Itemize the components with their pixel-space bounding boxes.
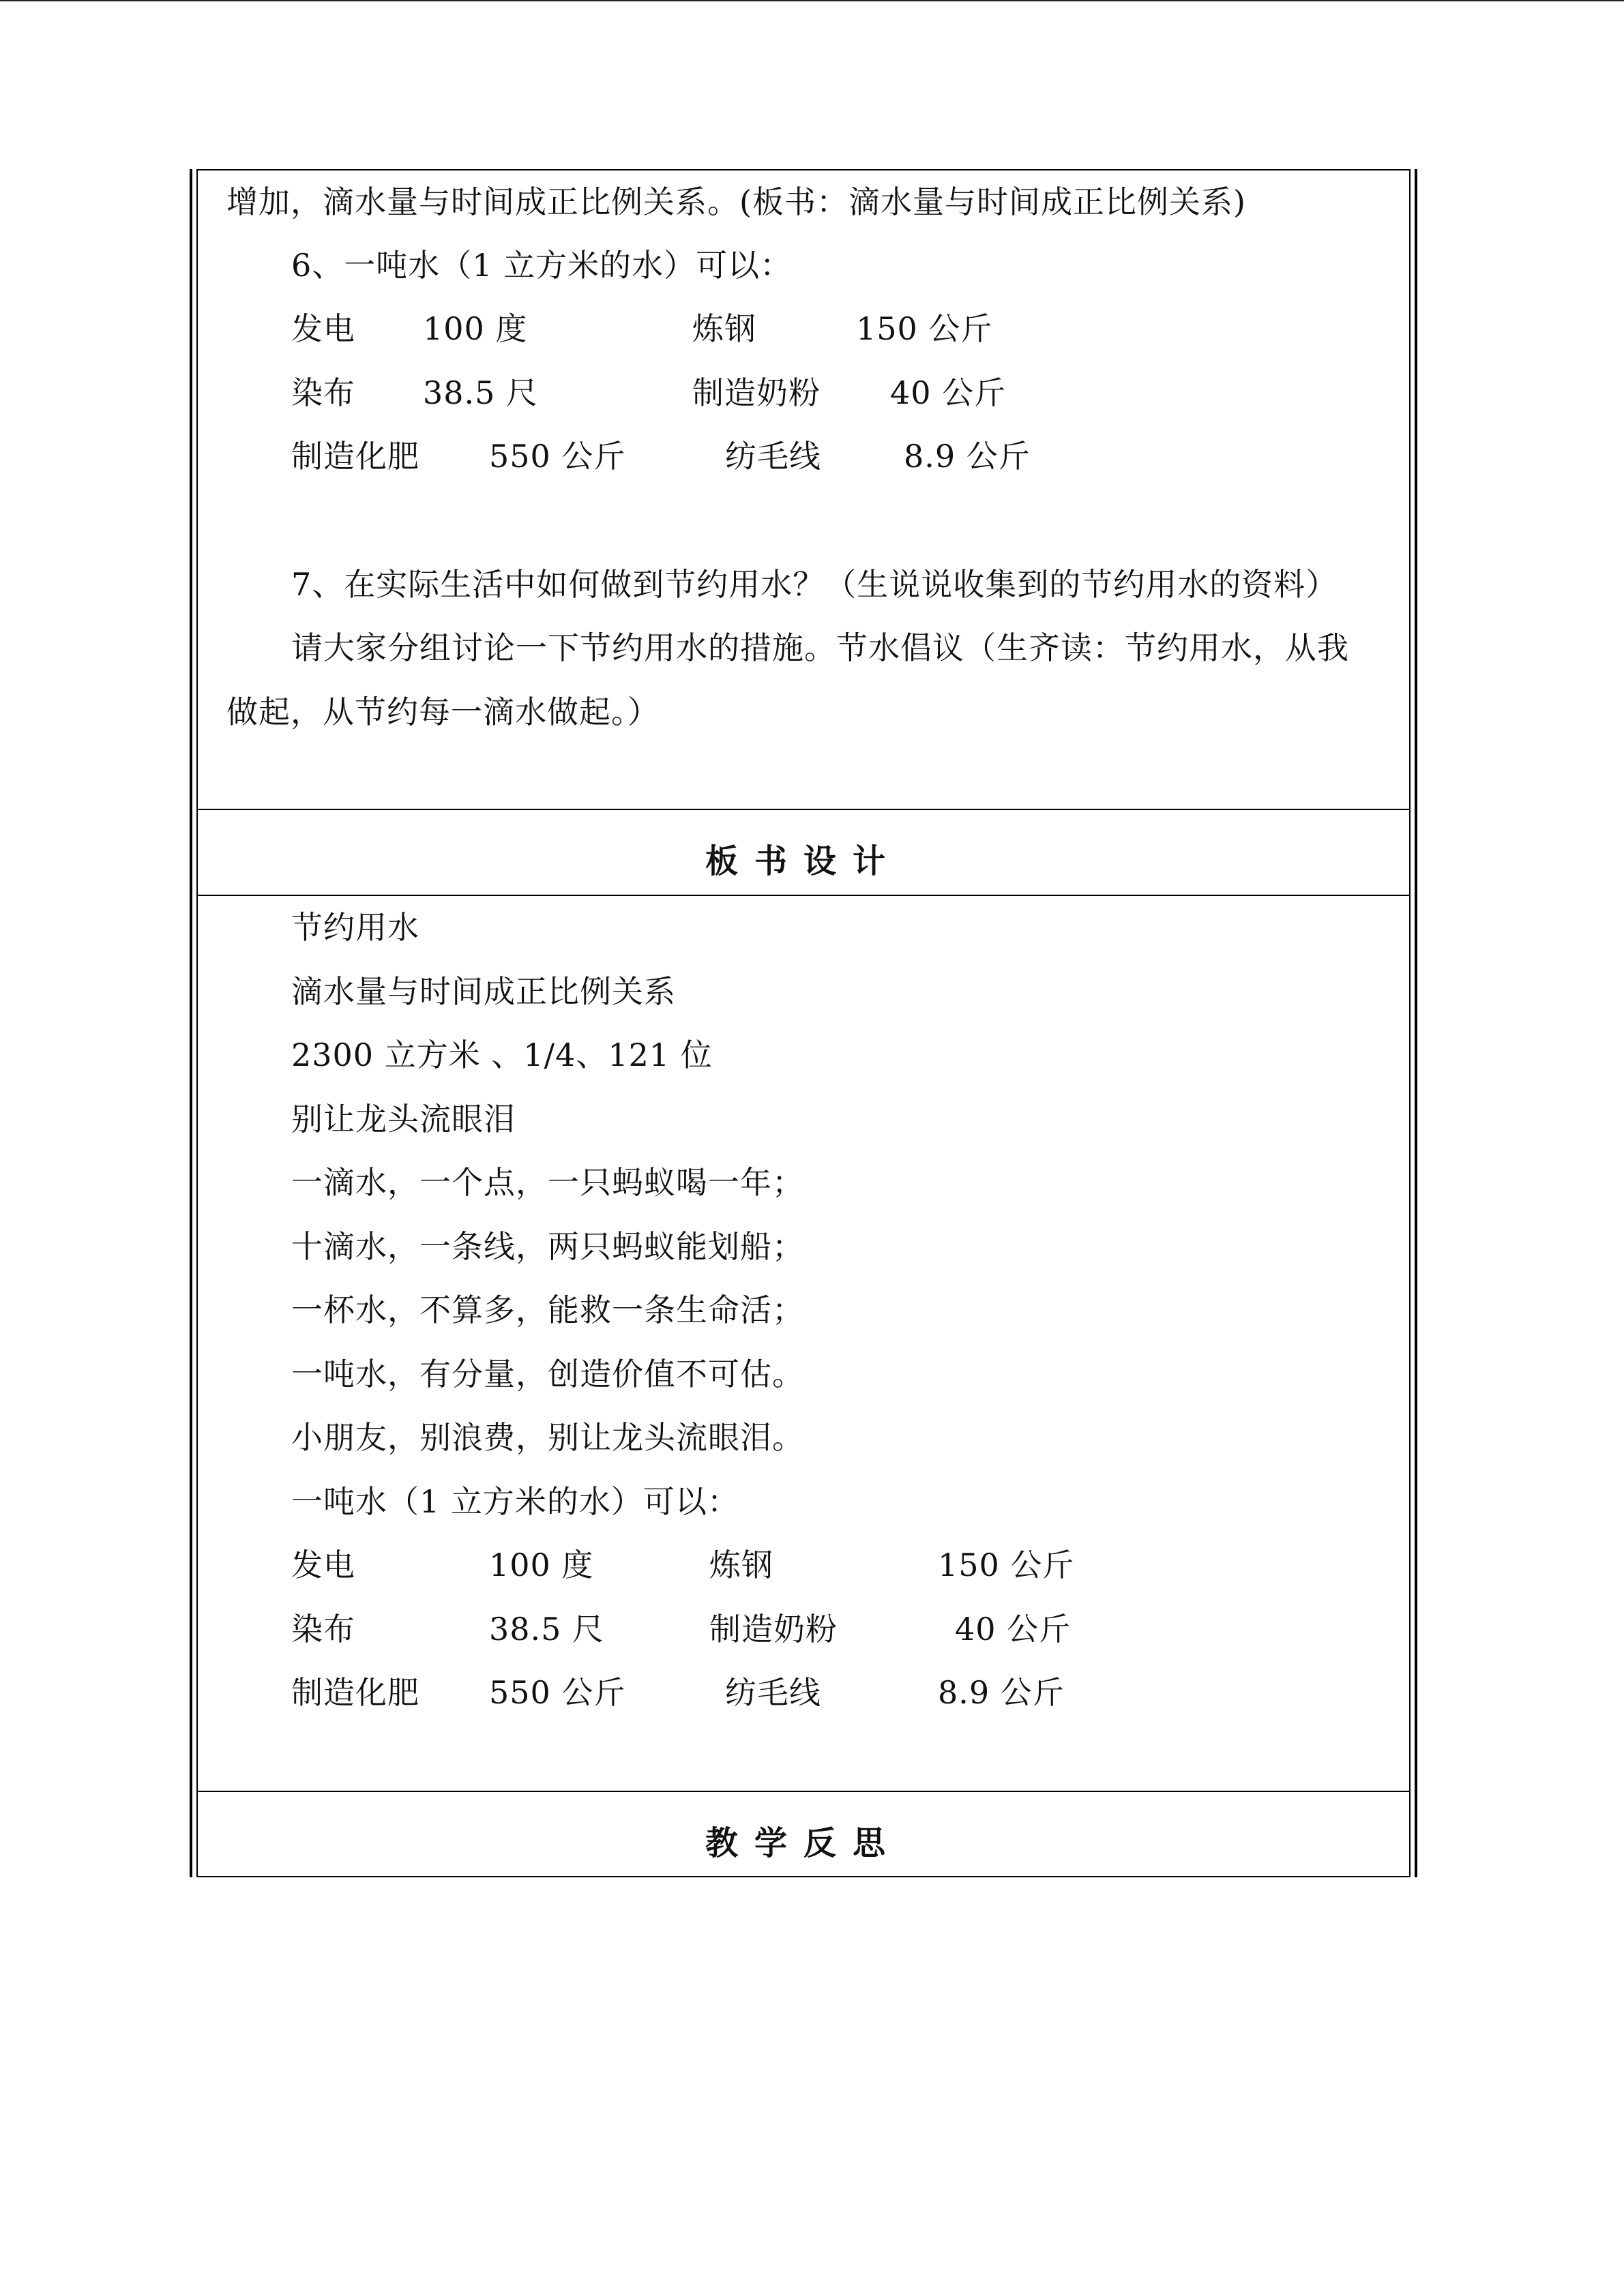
item6-b-label-1: 炼钢: [692, 310, 756, 347]
board-line-3: 2300 立方米 、1/4、121 位: [291, 1037, 713, 1073]
item6-a-label-1: 发电: [291, 310, 355, 347]
item6-a-value-1: 100 度: [423, 310, 528, 347]
board-b-label-1: 炼钢: [709, 1547, 773, 1583]
page-top-edge: [0, 0, 1624, 1]
table-border-right-outer: [1415, 169, 1417, 1877]
board-a-value-2: 38.5 尺: [489, 1611, 605, 1648]
lesson-plan-table: [190, 169, 1417, 1877]
board-line-8: 一吨水，有分量，创造价值不可估。: [291, 1356, 804, 1392]
board-line-1: 节约用水: [291, 909, 419, 946]
discussion-line-1: 请大家分组讨论一下节约用水的措施。节水倡议（生齐读：节约用水，从我: [291, 629, 1349, 666]
board-b-value-3: 8.9 公斤: [938, 1674, 1065, 1711]
board-line-9: 小朋友，别浪费，别让龙头流眼泪。: [291, 1419, 804, 1456]
item6-a-value-2: 38.5 尺: [423, 374, 539, 411]
board-line-7: 一杯水，不算多，能救一条生命活；: [291, 1292, 804, 1328]
continuation-line: 增加，滴水量与时间成正比例关系。(板书：滴水量与时间成正比例关系): [226, 183, 1246, 220]
item6-title: 6、一吨水（1 立方米的水）可以：: [291, 247, 793, 284]
board-line-2: 滴水量与时间成正比例关系: [291, 973, 676, 1010]
board-line-10: 一吨水（1 立方米的水）可以：: [291, 1483, 739, 1520]
board-design-heading-cell: [198, 810, 1409, 895]
board-a-value-1: 100 度: [489, 1547, 594, 1583]
table-border-right-inner: [1409, 169, 1411, 1877]
board-line-4: 别让龙头流眼泪: [291, 1101, 516, 1137]
board-design-heading: 板书设计: [705, 842, 902, 880]
item6-b-label-2: 制造奶粉: [692, 374, 821, 411]
item6-b-value-2: 40 公斤: [890, 374, 1007, 411]
board-line-6: 十滴水，一条线，两只蚂蚁能划船；: [291, 1228, 804, 1265]
reflection-heading-cell: [198, 1792, 1409, 1876]
board-design-cell: [198, 896, 1409, 1833]
board-b-label-3: 纺毛线: [725, 1674, 821, 1711]
table-border-left-outer: [190, 169, 192, 1877]
item6-b-value-1: 150 公斤: [856, 310, 993, 347]
table-border-bottom: [198, 1876, 1409, 1877]
process-cell: [198, 169, 1409, 809]
board-b-value-2: 40 公斤: [955, 1611, 1072, 1648]
board-a-label-3: 制造化肥: [291, 1674, 419, 1711]
item6-a-value-3: 550 公斤: [489, 438, 626, 475]
item6-b-label-3: 纺毛线: [725, 438, 821, 475]
item6-b-value-3: 8.9 公斤: [904, 438, 1031, 475]
board-line-5: 一滴水，一个点，一只蚂蚁喝一年；: [291, 1164, 804, 1201]
item6-a-label-3: 制造化肥: [291, 438, 419, 475]
board-b-label-2: 制造奶粉: [709, 1611, 838, 1648]
board-a-value-3: 550 公斤: [489, 1674, 626, 1711]
item6-a-label-2: 染布: [291, 374, 355, 411]
item7-line: 7、在实际生活中如何做到节约用水？（生说说收集到的节约用水的资料）: [291, 566, 1338, 603]
board-b-value-1: 150 公斤: [938, 1547, 1075, 1583]
reflection-heading: 教学反思: [705, 1824, 902, 1862]
board-a-label-2: 染布: [291, 1611, 355, 1648]
discussion-line-2: 做起，从节约每一滴水做起。）: [226, 694, 660, 730]
board-a-label-1: 发电: [291, 1547, 355, 1583]
